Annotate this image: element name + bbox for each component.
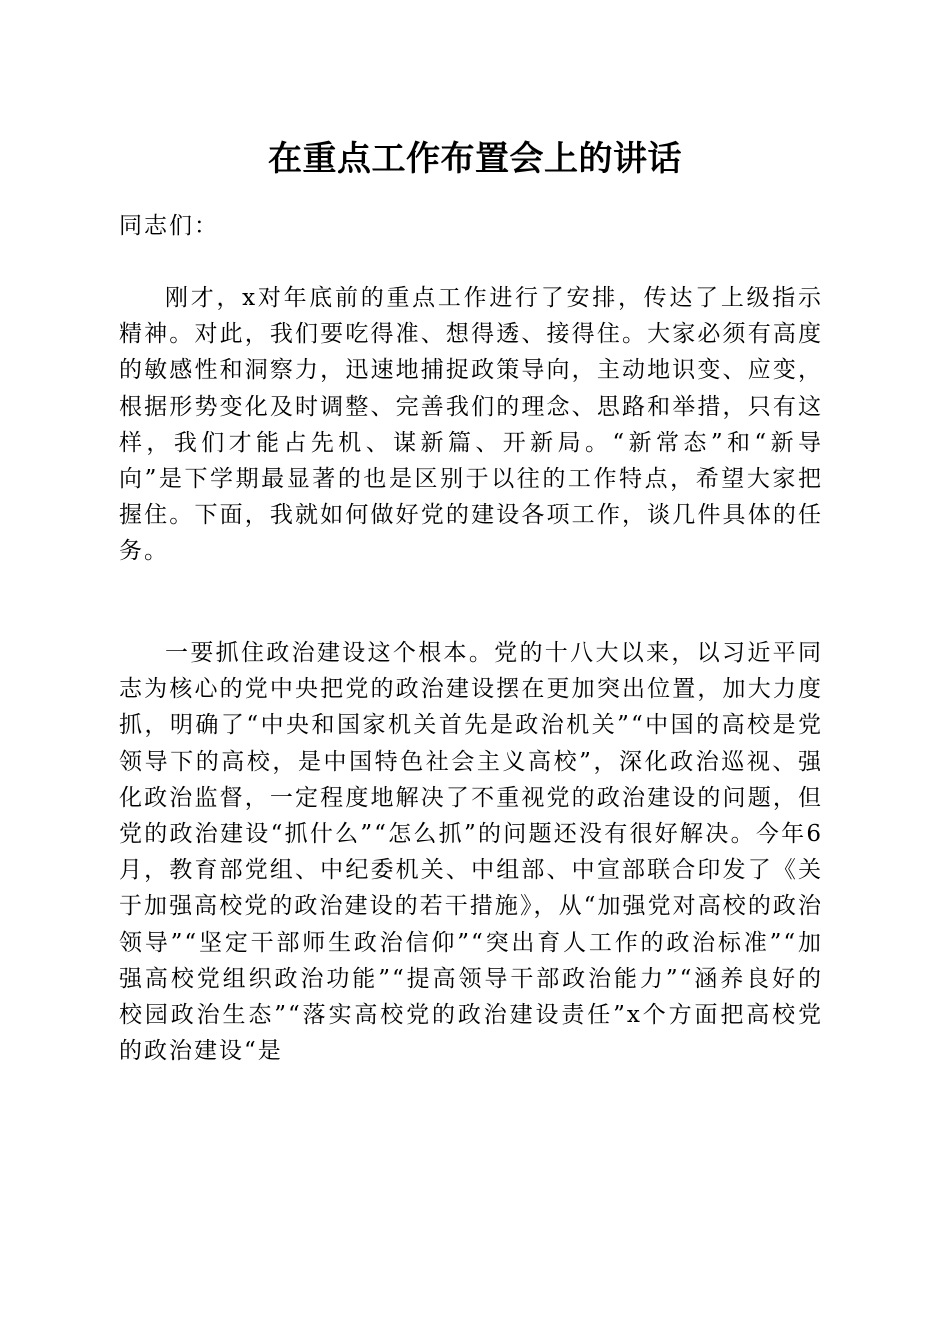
paragraph-2: 一要抓住政治建设这个根本。党的十八大以来，以习近平同志为核心的党中央把党的政治建设摆在更加突出位置，加大力度抓，明确了“中央和国家机关首先是政治机关”“中国的高校是党领导下的高校，是中国特色社会主义高校”，深化政治巡视、强化政治监督，一定程度地解决了不重视党的政治建设的问题，但党的政治建设“抓什么”“怎么抓”的问题还没有很好解决。今年6月，教育部党组、中纪委机关、中组部、中宣部联合印发了《关于加强高校党的政治建设的若干措施》，从“加强党对高校的政治领导”“坚定干部师生政治信仰”“突出育人工作的政治标准”“加强高校党组织政治功能”“提高领导干部政治能力”“涵养良好的校园政治生态”“落实高校党的政治建设责任”x个方面把高校党的政治建设“是 (119, 640, 823, 1065)
document-title: 在重点工作布置会上的讲话 (268, 139, 682, 179)
paragraph-1: 刚才，x对年底前的重点工作进行了安排，传达了上级指示精神。对此，我们要吃得准、想得透、接得住。大家必须有高度的敏感性和洞察力，迅速地捕捉政策导向，主动地识变、应变，根据形势变化及时调整、完善我们的理念、思路和举措，只有这样，我们才能占先机、谋新篇、开新局。“新常态”和“新导向”是下学期最显著的也是区别于以往的工作特点，希望大家把握住。下面，我就如何做好党的建设各项工作，谈几件具体的任务。 (119, 285, 823, 565)
salutation: 同志们： (119, 213, 219, 239)
